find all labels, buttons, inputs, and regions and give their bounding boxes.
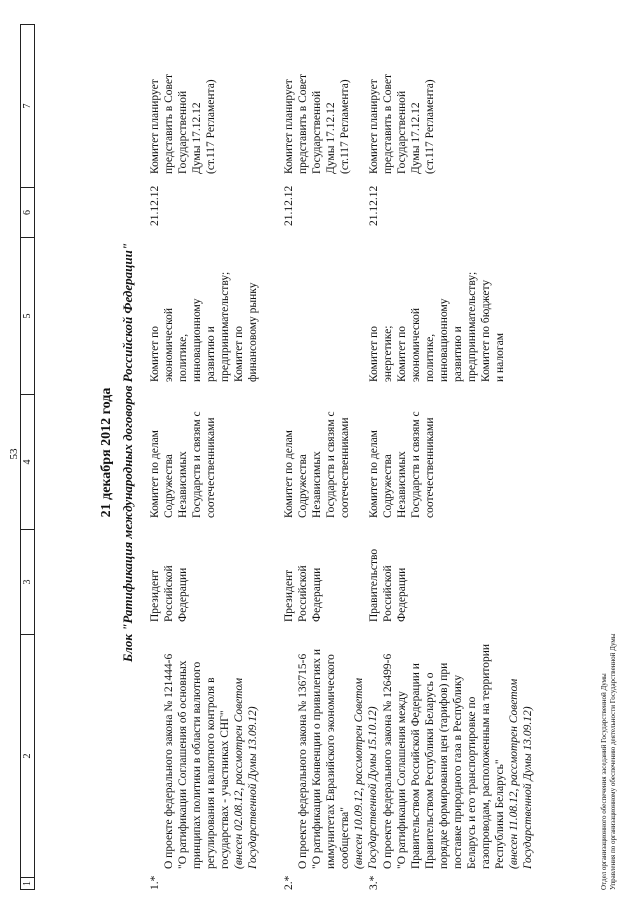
page-number: 53 bbox=[8, 448, 20, 460]
column-number: 5 bbox=[21, 238, 35, 395]
bill-note: (внесен 10.09.12, рассмотрен Советом Государственной Думы 15.10.12) bbox=[353, 677, 379, 869]
bill-title bbox=[367, 629, 535, 869]
bill-title bbox=[282, 629, 380, 869]
column-number-header bbox=[20, 24, 35, 890]
date-heading: 21 декабря 2012 года bbox=[99, 387, 114, 518]
status-note: Комитет планирует представить в Совет Государственной Думы 17.12.12 (ст.117 Регламента) bbox=[283, 73, 351, 174]
footer bbox=[600, 634, 618, 890]
initiator: Президент Российской Федерации bbox=[149, 565, 189, 622]
row-number: 1.* bbox=[149, 875, 161, 890]
column-number: 6 bbox=[21, 188, 35, 238]
row-number: 2.* bbox=[283, 875, 295, 890]
column-number: 3 bbox=[21, 530, 35, 635]
column-number: 2 bbox=[21, 635, 35, 878]
initiator: Правительство Российской Федерации bbox=[368, 548, 408, 622]
bill-title-text: О проекте федерального закона № 136715-6 "О ратификации Конвенции о привилегиях и иммунитетах Евразийского экономического сообщества" bbox=[297, 648, 351, 869]
footer-line: Управления по организационному обеспечению деятельности Государственной Думы bbox=[609, 633, 617, 890]
review-date: 21.12.12 bbox=[368, 185, 380, 226]
initiator: Президент Российской Федерации bbox=[283, 565, 323, 622]
lead-committee: Комитет по делам Содружества Независимых Государств и связям с соотечественниками bbox=[368, 411, 436, 518]
block-heading: Блок "Ратификация международных договоров Российской Федерации" bbox=[120, 242, 135, 663]
row-number: 3.* bbox=[368, 875, 380, 890]
status-note: Комитет планирует представить в Совет Государственной Думы 17.12.12 (ст.117 Регламента) bbox=[149, 73, 217, 174]
co-committees: Комитет по энергетике; Комитет по экономической политике, инновационному развитию и предпринимательству; Комитет по бюджету и налогам bbox=[368, 271, 506, 382]
column-number: 4 bbox=[21, 395, 35, 530]
footer-line: Отдел организационного обеспечения заседаний Государственной Думы bbox=[600, 673, 608, 890]
bill-title-text: О проекте федерального закона № 126499-6 "О ратификации Соглашения между Правительством Российской Федерации и Правительством Республики Беларусь о порядке формирования цен (тарифов) при поставке природного газа в Республику Беларусь и его транспортировке по газопроводам, расположенным на территории Республики Беларусь" bbox=[382, 643, 506, 869]
bill-title-text: О проекте федерального закона № 121444-6 "О ратификации Соглашения об основных принципах политики в области валютного регулирования и валютного контроля в государствах - участниках СНГ" bbox=[163, 653, 231, 869]
lead-committee: Комитет по делам Содружества Независимых Государств и связям с соотечественниками bbox=[149, 411, 217, 518]
status-note: Комитет планирует представить в Совет Государственной Думы 17.12.12 (ст.117 Регламента) bbox=[368, 73, 436, 174]
lead-committee: Комитет по делам Содружества Независимых Государств и связям с соотечественниками bbox=[283, 411, 351, 518]
bill-note: (внесен 11.08.12, рассмотрен Советом Государственной Думы 13.09.12) bbox=[508, 678, 534, 869]
review-date: 21.12.12 bbox=[149, 185, 161, 226]
review-date: 21.12.12 bbox=[283, 185, 295, 226]
bill-note: (внесен 02.08.12, рассмотрен Советом Государственной Думы 13.09.12) bbox=[233, 677, 259, 869]
column-number: 7 bbox=[21, 25, 35, 188]
co-committees: Комитет по экономической политике, инновационному развитию и предпринимательству; Комитет по финансовому рынку bbox=[149, 271, 259, 382]
bill-title bbox=[148, 629, 260, 869]
column-number: 1 bbox=[21, 878, 35, 890]
